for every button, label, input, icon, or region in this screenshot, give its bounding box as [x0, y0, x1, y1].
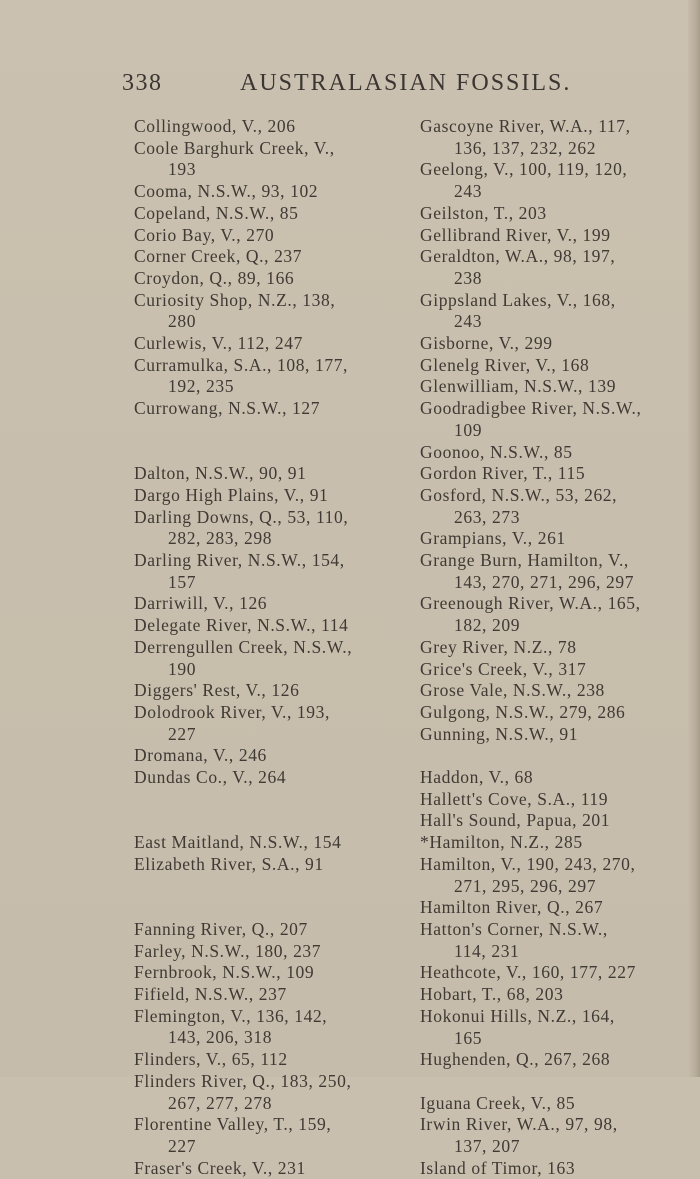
index-entry: [122, 702, 384, 745]
index-entry-heading: Currowang, N.S.W., 127: [134, 398, 321, 419]
index-entry-heading: Geelong, V., 100, 119, 120,: [420, 159, 628, 180]
section-gap: [122, 420, 384, 463]
index-entry-heading: Gisborne, V., 299: [420, 333, 553, 354]
index-column-right: [408, 116, 670, 1179]
section-gap: [408, 745, 670, 767]
index-entry: [408, 1006, 670, 1049]
index-entry: [408, 724, 670, 746]
index-entry-heading: Gippsland Lakes, V., 168,: [420, 289, 616, 310]
index-entry-heading: Darling Downs, Q., 53, 110,: [134, 506, 349, 527]
index-entry: [408, 528, 670, 550]
section-gap: [122, 876, 384, 919]
index-entry: [408, 1114, 670, 1157]
index-entry: [408, 225, 670, 247]
index-entry-heading: Gunning, N.S.W., 91: [420, 723, 579, 744]
index-entry-heading: Gosford, N.S.W., 53, 262,: [420, 484, 618, 505]
index-entry: [122, 485, 384, 507]
index-entry-heading: Curramulka, S.A., 108, 177,: [134, 354, 349, 375]
index-entry-continuation: 137, 207: [454, 1136, 521, 1157]
index-entry: [408, 485, 670, 528]
index-entry-continuation: 267, 277, 278: [168, 1092, 273, 1113]
index-entry: [122, 1049, 384, 1071]
index-entry-heading: Geraldton, W.A., 98, 197,: [420, 246, 616, 267]
index-entry: [408, 398, 670, 441]
index-entry-continuation: 193: [168, 159, 197, 180]
page-edge-shadow: [688, 0, 700, 1077]
index-entry: [408, 962, 670, 984]
index-entry-heading: Hall's Sound, Papua, 201: [420, 810, 611, 831]
index-entry-heading: Irwin River, W.A., 97, 98,: [420, 1114, 618, 1135]
index-entry-heading: Geilston, T., 203: [420, 202, 547, 223]
index-entry-heading: Island of Timor, 163: [420, 1157, 576, 1178]
index-entry-heading: Darling River, N.S.W., 154,: [134, 550, 345, 571]
index-entry-continuation: 109: [454, 419, 483, 440]
index-entry: [408, 810, 670, 832]
index-entry-heading: Darriwill, V., 126: [134, 593, 268, 614]
index-entry-heading: Gordon River, T., 115: [420, 463, 586, 484]
index-entry: [122, 680, 384, 702]
index-entry: [122, 116, 384, 138]
index-entry: [408, 550, 670, 593]
index-entry-heading: Fraser's Creek, V., 231: [134, 1157, 306, 1178]
index-entry-heading: Dundas Co., V., 264: [134, 767, 287, 788]
index-entry: [122, 962, 384, 984]
section-gap: [122, 789, 384, 832]
index-entry: [408, 376, 670, 398]
index-entry-heading: Hobart, T., 68, 203: [420, 984, 564, 1005]
index-entry: [122, 1006, 384, 1049]
index-entry-continuation: 282, 283, 298: [168, 528, 273, 549]
index-entry-heading: Gulgong, N.S.W., 279, 286: [420, 701, 626, 722]
index-entry: [122, 550, 384, 593]
index-entry-heading: Delegate River, N.S.W., 114: [134, 615, 349, 636]
index-entry-continuation: 157: [168, 571, 197, 592]
index-entry: [408, 159, 670, 202]
index-entry: [408, 246, 670, 289]
index-entry-heading: Coole Barghurk Creek, V.,: [134, 137, 335, 158]
index-entry: [122, 398, 384, 420]
page-number: 338: [122, 70, 163, 96]
index-entry: [122, 290, 384, 333]
index-entry-heading: Grice's Creek, V., 317: [420, 658, 587, 679]
index-entry: [122, 984, 384, 1006]
index-entry-heading: Cooma, N.S.W., 93, 102: [134, 181, 319, 202]
index-entry-continuation: 143, 206, 318: [168, 1027, 273, 1048]
index-entry-heading: Curiosity Shop, N.Z., 138,: [134, 289, 336, 310]
index-entry: [408, 203, 670, 225]
index-entry-heading: Haddon, V., 68: [420, 767, 534, 788]
index-entry: [122, 767, 384, 789]
index-entry: [122, 333, 384, 355]
index-entry: [408, 789, 670, 811]
index-entry: [122, 463, 384, 485]
index-entry: [408, 680, 670, 702]
index-entry-heading: Dalton, N.S.W., 90, 91: [134, 463, 307, 484]
index-entry: [122, 854, 384, 876]
index-entry-heading: *Hamilton, N.Z., 285: [420, 832, 583, 853]
index-entry-continuation: 243: [454, 181, 483, 202]
section-gap: [408, 1071, 670, 1093]
index-entry: [408, 832, 670, 854]
index-entry: [122, 832, 384, 854]
index-entry-heading: Curlewis, V., 112, 247: [134, 333, 303, 354]
index-entry-heading: Derrengullen Creek, N.S.W.,: [134, 636, 353, 657]
index-entry-continuation: 136, 137, 232, 262: [454, 137, 597, 158]
index-entry-heading: Flinders River, Q., 183, 250,: [134, 1070, 352, 1091]
index-entry: [408, 463, 670, 485]
index-entry-heading: Collingwood, V., 206: [134, 116, 296, 136]
index-entry-continuation: 165: [454, 1027, 483, 1048]
index-entry-heading: Gascoyne River, W.A., 117,: [420, 116, 631, 136]
index-entry-heading: Iguana Creek, V., 85: [420, 1092, 576, 1113]
index-entry-heading: Hokonui Hills, N.Z., 164,: [420, 1005, 615, 1026]
index-entry: [122, 225, 384, 247]
index-entry-heading: Gellibrand River, V., 199: [420, 224, 611, 245]
index-entry: [122, 203, 384, 225]
index-entry-heading: Hamilton, V., 190, 243, 270,: [420, 853, 636, 874]
running-title: AUSTRALASIAN FOSSILS.: [240, 70, 572, 96]
index-entry-continuation: 192, 235: [168, 376, 235, 397]
index-entry: [122, 1071, 384, 1114]
index-entry: [122, 181, 384, 203]
index-entry: [122, 1158, 384, 1179]
index-entry: [122, 941, 384, 963]
index-entry-heading: Corio Bay, V., 270: [134, 224, 275, 245]
index-entry-heading: Elizabeth River, S.A., 91: [134, 853, 324, 874]
index-entry-continuation: 271, 295, 296, 297: [454, 875, 597, 896]
index-entry: [122, 919, 384, 941]
index-entry-heading: Diggers' Rest, V., 126: [134, 680, 300, 701]
index-entry-heading: Heathcote, V., 160, 177, 227: [420, 962, 636, 983]
index-entry: [122, 637, 384, 680]
index-entry: [408, 333, 670, 355]
index-entry-heading: Farley, N.S.W., 180, 237: [134, 940, 322, 961]
index-entry-heading: Dromana, V., 246: [134, 745, 267, 766]
index-entry-continuation: 263, 273: [454, 506, 521, 527]
index-entry-heading: Hamilton River, Q., 267: [420, 897, 604, 918]
index-entry-continuation: 182, 209: [454, 615, 521, 636]
index-entry: [408, 593, 670, 636]
index-entry: [408, 919, 670, 962]
index-entry: [408, 984, 670, 1006]
index-entry: [122, 593, 384, 615]
index-entry-heading: Florentine Valley, T., 159,: [134, 1114, 332, 1135]
index-entry-continuation: 280: [168, 311, 197, 332]
index-entry-heading: Hallett's Cove, S.A., 119: [420, 788, 609, 809]
index-entry-continuation: 114, 231: [454, 940, 520, 961]
index-entry-continuation: 227: [168, 1136, 197, 1156]
index-entry-continuation: 227: [168, 723, 197, 744]
index-entry-heading: Copeland, N.S.W., 85: [134, 202, 299, 223]
index-entry: [408, 355, 670, 377]
index-entry: [408, 659, 670, 681]
index-entry-heading: Goonoo, N.S.W., 85: [420, 441, 573, 462]
index-entry: [122, 507, 384, 550]
index-entry-heading: Grange Burn, Hamilton, V.,: [420, 550, 629, 571]
index-entry-heading: Fifield, N.S.W., 237: [134, 984, 287, 1005]
index-column-left: [122, 116, 384, 1179]
index-entry: [122, 615, 384, 637]
index-entry: [122, 246, 384, 268]
index-entry: [122, 355, 384, 398]
index-entry: [408, 854, 670, 897]
index-entry: [408, 767, 670, 789]
index-entry: [408, 1158, 670, 1179]
index-entry-heading: Greenough River, W.A., 165,: [420, 593, 641, 614]
index-entry-heading: Goodradigbee River, N.S.W.,: [420, 398, 642, 419]
index-entry: [408, 1093, 670, 1115]
page-header: [122, 70, 572, 100]
index-entry: [408, 442, 670, 464]
index-entry: [122, 745, 384, 767]
index-entry-heading: Hatton's Corner, N.S.W.,: [420, 919, 608, 939]
index-entry: [408, 290, 670, 333]
index-entry-heading: Croydon, Q., 89, 166: [134, 267, 295, 288]
index-entry-heading: Grose Vale, N.S.W., 238: [420, 680, 605, 701]
index-entry-continuation: 243: [454, 311, 483, 332]
index-entry: [408, 637, 670, 659]
index-entry: [122, 138, 384, 181]
index-entry-heading: Dolodrook River, V., 193,: [134, 701, 330, 722]
index-entry: [122, 1114, 384, 1157]
index-entry-heading: Fanning River, Q., 207: [134, 918, 308, 939]
index-entry-heading: Corner Creek, Q., 237: [134, 246, 303, 267]
index-entry-heading: Dargo High Plains, V., 91: [134, 484, 329, 505]
index-entry-heading: Grey River, N.Z., 78: [420, 636, 577, 657]
index-entry-heading: Flemington, V., 136, 142,: [134, 1005, 328, 1026]
index-entry-continuation: 238: [454, 267, 483, 288]
index-entry: [408, 897, 670, 919]
index-entry: [122, 268, 384, 290]
index-entry: [408, 116, 670, 159]
index-entry-heading: East Maitland, N.S.W., 154: [134, 832, 342, 853]
index-entry-heading: Glenelg River, V., 168: [420, 354, 590, 375]
index-entry-continuation: 190: [168, 658, 197, 679]
index-entry-heading: Fernbrook, N.S.W., 109: [134, 962, 315, 983]
index-entry-continuation: 143, 270, 271, 296, 297: [454, 571, 635, 592]
index-entry-heading: Grampians, V., 261: [420, 528, 566, 549]
index-entry-heading: Hughenden, Q., 267, 268: [420, 1049, 611, 1070]
index-entry: [408, 702, 670, 724]
index-entry-heading: Flinders, V., 65, 112: [134, 1049, 288, 1070]
index-entry-heading: Glenwilliam, N.S.W., 139: [420, 376, 617, 397]
index-entry: [408, 1049, 670, 1071]
